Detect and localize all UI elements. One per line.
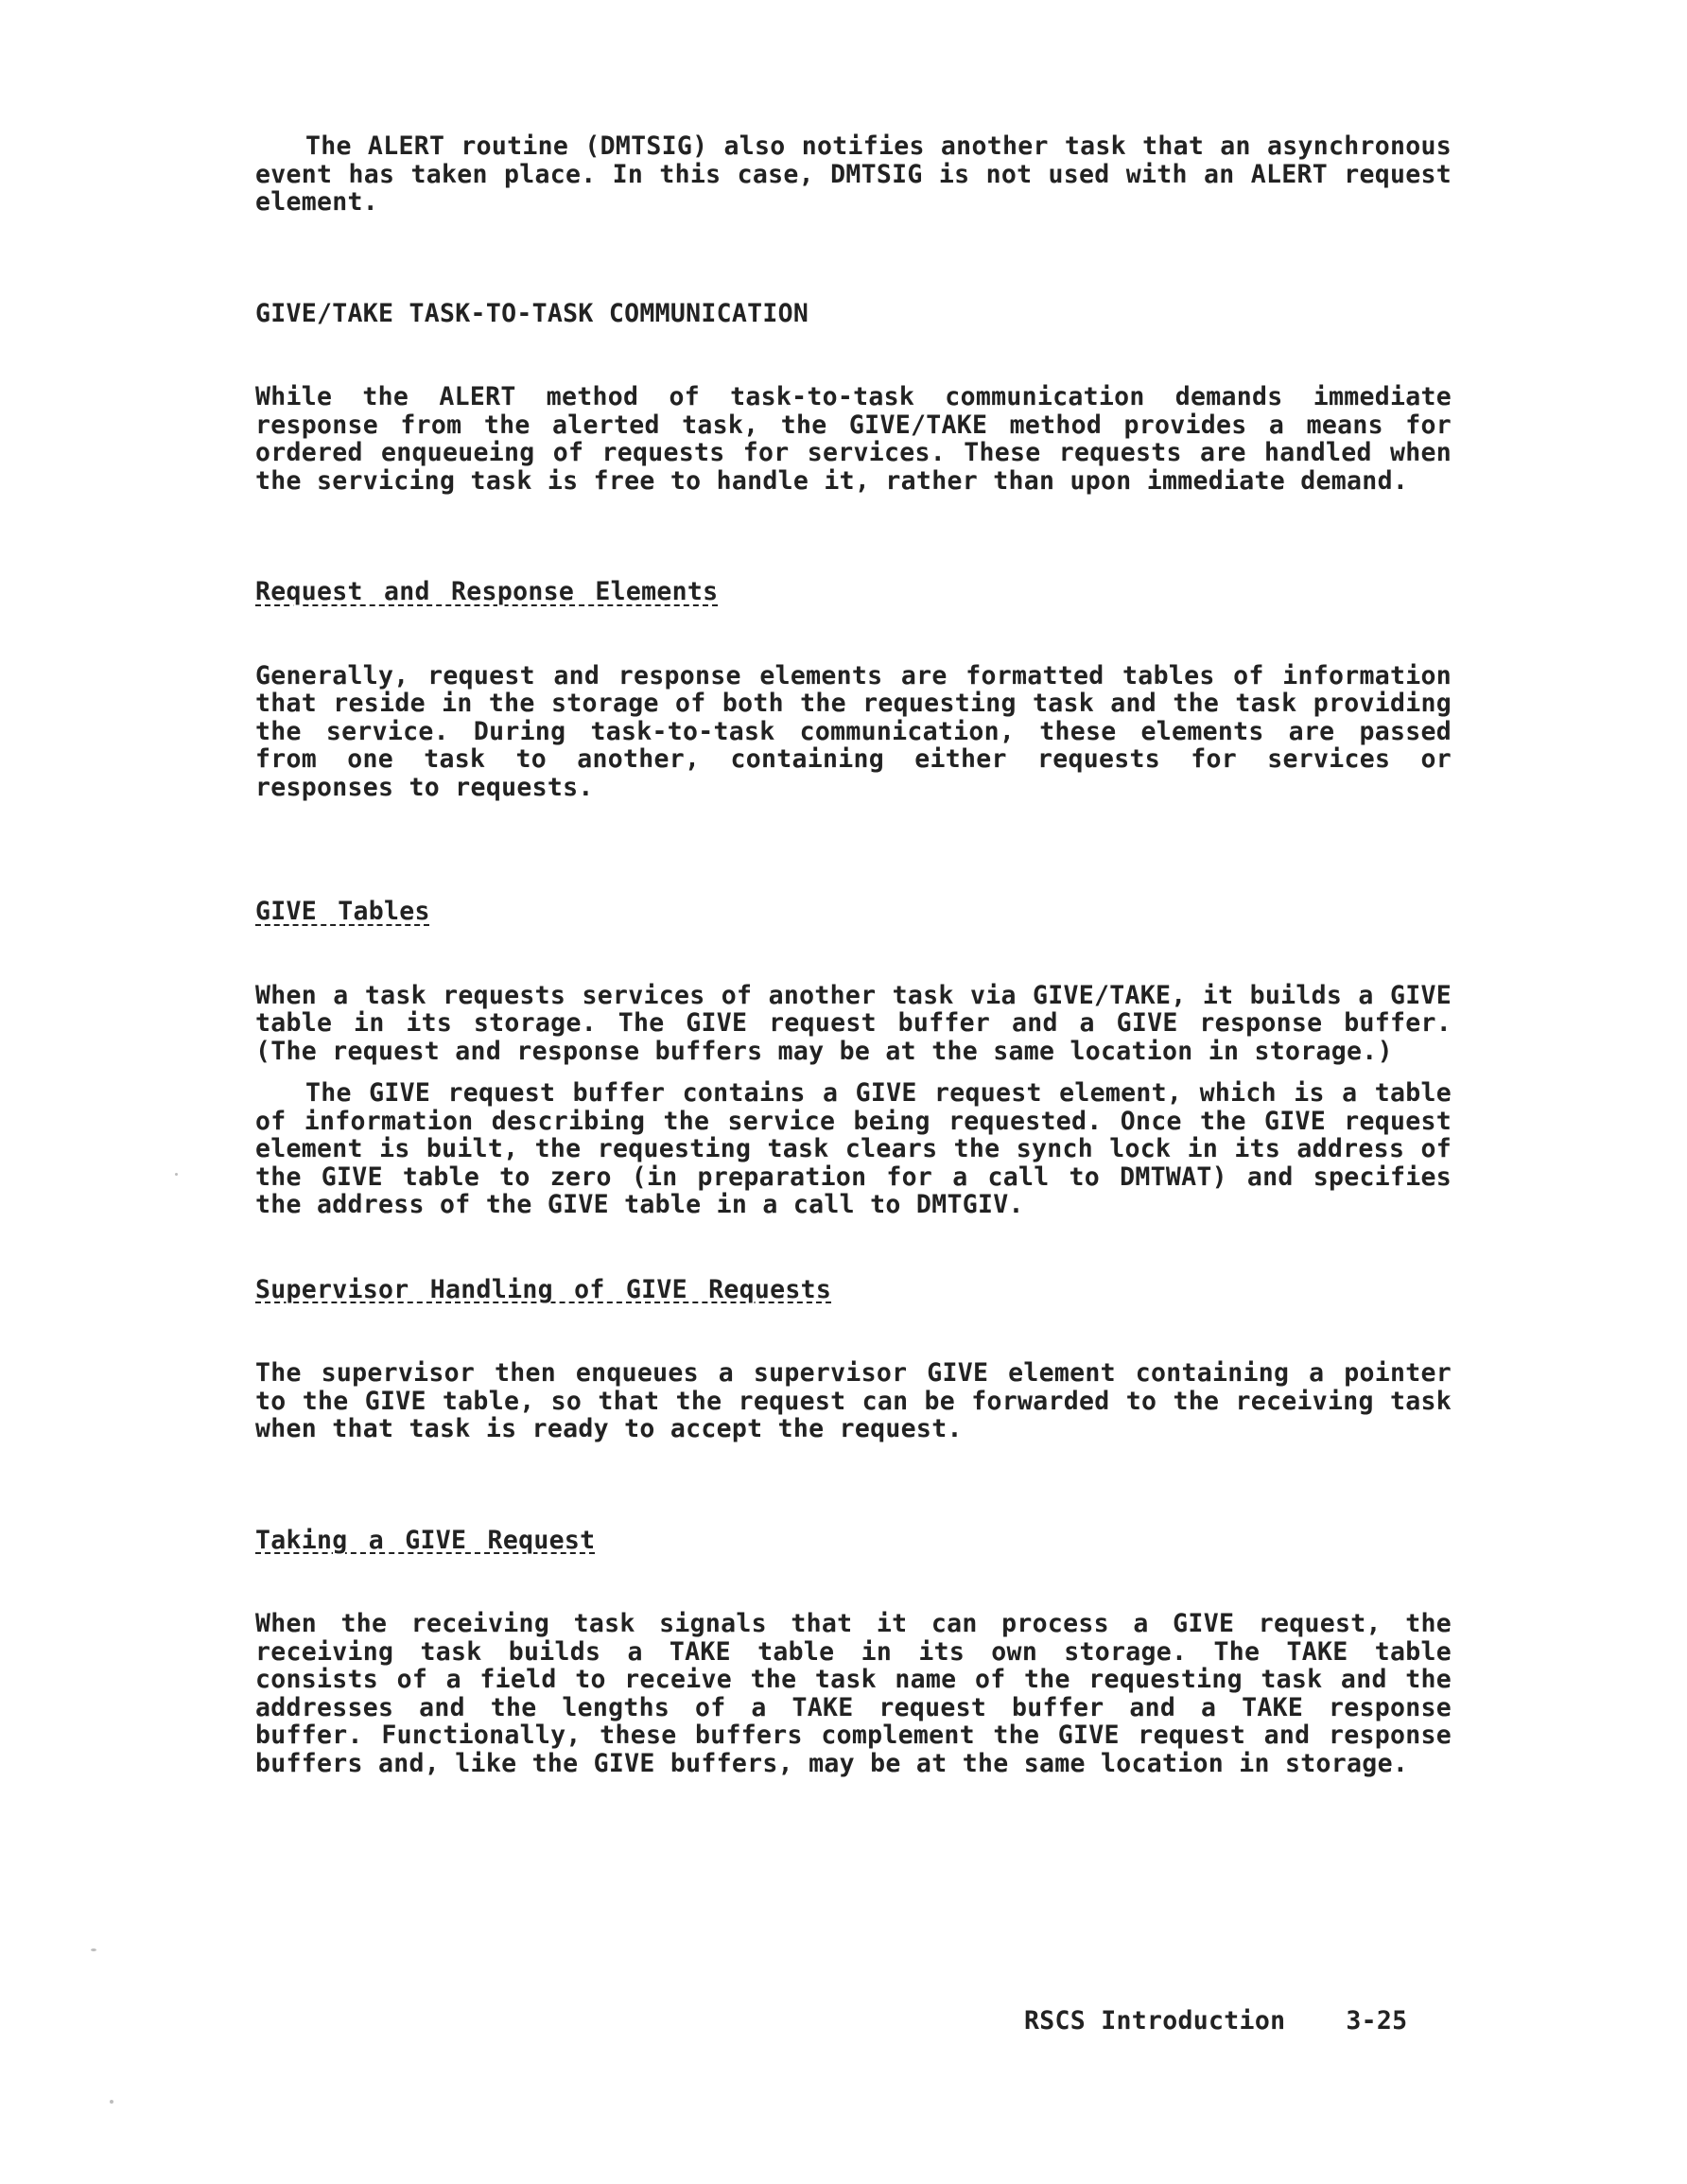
scan-speck <box>175 1173 178 1176</box>
heading-request-response: Request and Response Elements <box>255 577 719 606</box>
paragraph-give-take: While the ALERT method of task-to-task communication demands immediate response from the alerted task, the GIVE/TAKE method provides a means for ordered enqueueing of requests for services. These requests are handled when the servicing task is free to handle it, rather than upon immediate demand. <box>255 382 1452 496</box>
heading-give-tables: GIVE Tables <box>255 897 430 926</box>
heading-taking: Taking a GIVE Request <box>255 1525 596 1555</box>
heading-supervisor: Supervisor Handling of GIVE Requests <box>255 1274 832 1304</box>
paragraph-taking: When the receiving task signals that it can process a GIVE request, the receiving task builds a TAKE table in its own storage. The TAKE table consists of a field to receive the task name of the requesting task and the addresses and the lengths of a TAKE request buffer and a TAKE response buffer. Functionally, these buffers complement the GIVE request and response buffers and, like the GIVE buffers, may be at the same location in storage. <box>255 1609 1452 1778</box>
page-footer <box>1024 2007 1407 2035</box>
heading-give-take: GIVE/TAKE TASK-TO-TASK COMMUNICATION <box>255 298 809 328</box>
paragraph-request-response: Generally, request and response elements are formatted tables of information that reside in the storage of both the requesting task and the task providing the service. During task-to-task communication, these elements are passed from one task to another, containing either requests for services or responses to requests. <box>255 660 1452 802</box>
paragraph-give-tables-1: When a task requests services of another task via GIVE/TAKE, it builds a GIVE table in its storage. The GIVE request buffer and a GIVE response buffer. (The request and response buffers may be at the same location in storage.) <box>255 980 1452 1066</box>
paragraph-give-tables-2: The GIVE request buffer contains a GIVE request element, which is a table of information describing the service being requested. Once the GIVE request element is built, the requesting task clears the synch lock in its address of the GIVE table to zero (in preparation for a call to DMTWAT) and specifies the address of the GIVE table in a call to DMTGIV. <box>255 1078 1452 1219</box>
paragraph-supervisor: The supervisor then enqueues a supervisor GIVE element containing a pointer to the GIVE table, so that the request can be forwarded to the receiving task when that task is ready to accept the request. <box>255 1358 1452 1443</box>
page-body <box>255 132 1452 1777</box>
scan-speck <box>110 2100 113 2104</box>
footer-title: RSCS Introduction <box>1024 2006 1286 2035</box>
paragraph-alert-intro: The ALERT routine (DMTSIG) also notifies another task that an asynchronous event has taken place. In this case, DMTSIG is not used with an ALERT request element. <box>255 131 1452 217</box>
scan-speck <box>91 1948 96 1951</box>
page-number: 3-25 <box>1346 2006 1408 2035</box>
